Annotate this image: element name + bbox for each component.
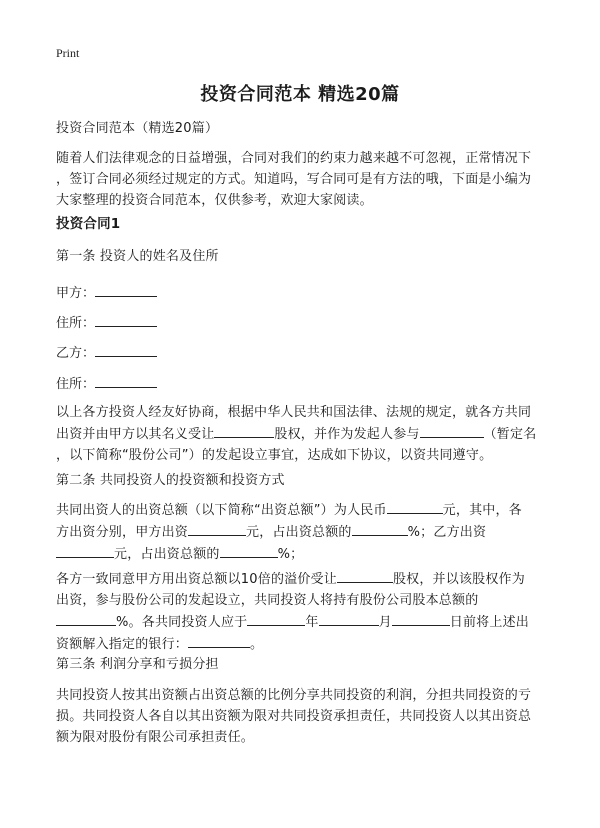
paragraph-transfer <box>56 568 556 655</box>
article-1-title: 第一条 投资人的姓名及住所 <box>56 249 219 264</box>
paragraph-line <box>56 611 556 633</box>
paragraph-line <box>56 543 556 565</box>
blank-line <box>188 521 246 536</box>
text-segment: %； <box>277 547 304 562</box>
paragraph-line: 损。共同投资人各自以其出资额为限对共同投资承担责任，共同投资人以其出资总 <box>56 709 532 724</box>
address-a-label: 住所： <box>56 316 96 331</box>
intro-line: ，签订合同必须经过规定的方式。知道吗，写合同可是有方法的哦，下面是小编为 <box>56 172 532 187</box>
paragraph-line: 出资，参与股份公司的发起设立，共同投资人将持有股份公司股本总额的 <box>56 593 479 608</box>
text-segment: 。 <box>250 637 264 652</box>
intro-line: 大家整理的投资合同范本，仅供参考，欢迎大家阅读。 <box>56 193 373 208</box>
address-a-field <box>56 312 157 331</box>
text-segment: 资额解入指定的银行： <box>56 637 189 652</box>
text-segment: 各方一致同意甲方用出资总额以10倍的溢价受让 <box>56 572 337 587</box>
paragraph-line <box>56 499 556 521</box>
blank-line <box>337 568 393 583</box>
paragraph-line: ，以下简称“股份公司”）的发起设立事宜，达成如下协议，以资共同遵守。 <box>56 448 493 463</box>
party-a-field <box>56 282 157 301</box>
text-segment: %。各共同投资人应于 <box>116 615 248 630</box>
text-segment: 共同出资人的出资总额（以下简称“出资总额”）为人民币 <box>56 503 387 518</box>
address-b-label: 住所： <box>56 377 96 392</box>
blank-line <box>188 633 250 648</box>
paragraph-line: 共同投资人按其出资额占出资总额的比例分享共同投资的利润，分担共同投资的亏 <box>56 688 532 703</box>
blank-line <box>387 499 443 514</box>
document-title: 投资合同范本 精选20篇 <box>200 84 400 105</box>
paragraph-profit <box>56 685 556 748</box>
text-segment: %；乙方出资 <box>407 525 487 540</box>
text-segment: 日前将上述出 <box>449 615 529 630</box>
text-segment: 年 <box>305 615 319 630</box>
paragraph-line: 额为限对股份有限公司承担责任。 <box>56 730 255 745</box>
party-a-blank <box>95 282 157 297</box>
text-segment: （暂定名 <box>483 427 537 442</box>
article-3-title: 第三条 利润分享和亏损分担 <box>56 657 219 672</box>
party-b-label: 乙方： <box>56 346 96 361</box>
paragraph-line: 以上各方投资人经友好协商，根据中华人民共和国法律、法规的规定，就各方共同 <box>56 405 532 420</box>
blank-line <box>214 423 274 438</box>
party-a-label: 甲方： <box>56 286 96 301</box>
text-segment: 出资并由甲方以其名义受让 <box>56 427 215 442</box>
text-segment: 元，占出资总额的 <box>246 525 352 540</box>
party-b-field <box>56 342 157 361</box>
address-b-blank <box>95 373 157 388</box>
blank-line <box>352 521 408 536</box>
section-heading: 投资合同1 <box>56 216 121 232</box>
paragraph-line <box>56 423 556 445</box>
print-link[interactable]: Print <box>56 46 80 60</box>
party-b-blank <box>95 342 157 357</box>
address-b-field <box>56 373 157 392</box>
intro-line: 随着人们法律观念的日益增强，合同对我们的约束力越来越不可忽视，正常情况下 <box>56 151 532 166</box>
text-segment: 元，占出资总额的 <box>114 547 220 562</box>
blank-line <box>56 611 116 626</box>
blank-line <box>220 543 278 558</box>
blank-line <box>319 611 379 626</box>
paragraph-line <box>56 633 556 655</box>
paragraph-agreement <box>56 402 556 466</box>
text-segment: 股权，并作为发起人参与 <box>274 427 420 442</box>
text-segment: 股权，并以该股权作为 <box>392 572 525 587</box>
paragraph-line <box>56 568 556 590</box>
blank-line <box>247 611 305 626</box>
paragraph-investment <box>56 499 556 565</box>
blank-line <box>392 611 450 626</box>
blank-line <box>420 423 484 438</box>
text-segment: 元，其中，各 <box>442 503 522 518</box>
address-a-blank <box>95 312 157 327</box>
text-segment: 方出资分别，甲方出资 <box>56 525 189 540</box>
subtitle: 投资合同范本（精选20篇） <box>56 121 219 136</box>
paragraph-line <box>56 521 556 543</box>
article-2-title: 第二条 共同投资人的投资额和投资方式 <box>56 473 285 488</box>
text-segment: 月 <box>378 615 392 630</box>
blank-line <box>56 543 114 558</box>
intro-paragraph <box>56 148 556 211</box>
